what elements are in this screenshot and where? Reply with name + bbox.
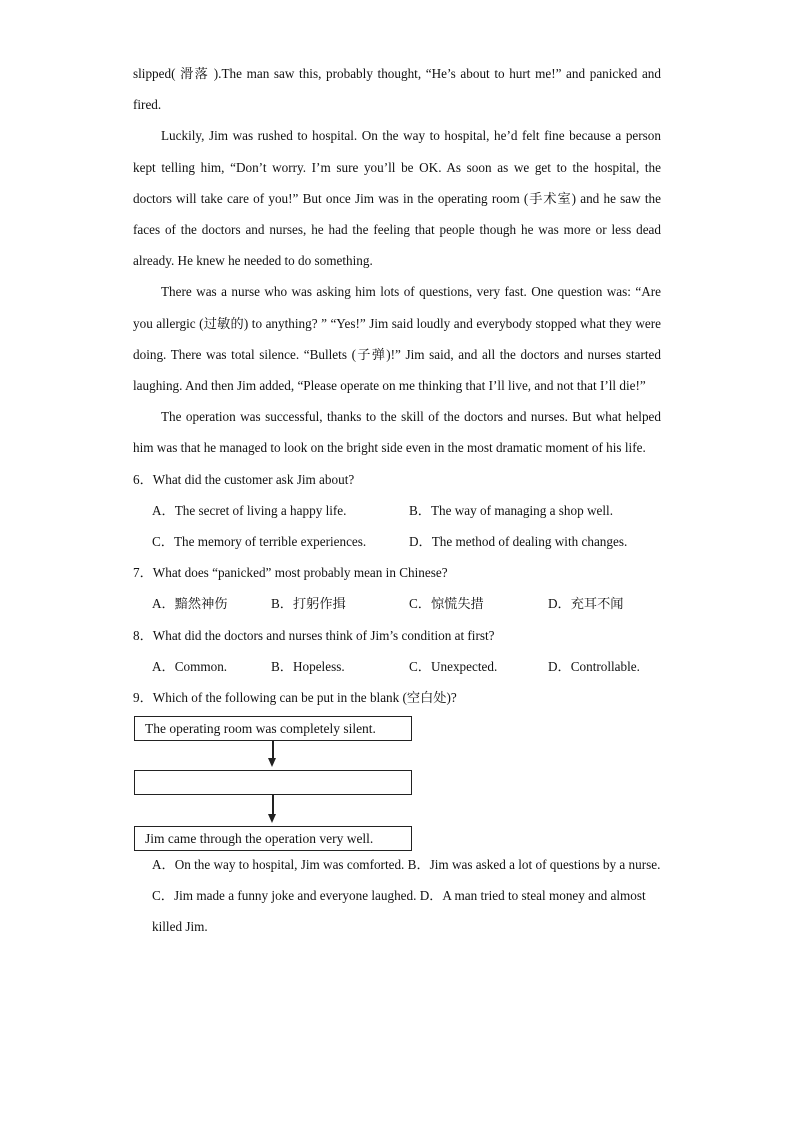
option-7-b[interactable]: B．打躬作揖 [271,596,346,612]
exam-page [133,58,661,942]
option-6-d[interactable]: D．The method of dealing with changes. [409,534,628,550]
passage-paragraph-4: The operation was successful, thanks to the skill of the doctors and nurses. But what helped him was that he managed to look on the bright side even in the most dramatic moment of his life. [133,409,661,456]
option-6-b[interactable]: B．The way of managing a shop well. [409,502,613,518]
question-6-options-row-2 [133,526,661,557]
question-8-stem: 8．What did the doctors and nurses think of Jim’s condition at first? [133,627,495,643]
option-8-d[interactable]: D．Controllable. [548,658,640,674]
option-8-b[interactable]: B．Hopeless. [271,658,345,674]
option-8-c[interactable]: C．Unexpected. [409,658,498,674]
question-9-stem: 9．Which of the following can be put in the blank (空白处)? [133,690,457,705]
option-7-a[interactable]: A．黯然神伤 [152,596,228,612]
question-9-options-ab[interactable]: A．On the way to hospital, Jim was comforted. B．Jim was asked a lot of questions by a nurse. [152,857,661,873]
question-8-options [133,651,661,682]
passage-paragraph-2: Luckily, Jim was rushed to hospital. On the way to hospital, he’d felt fine because a person kept telling him, “Don’t worry. I’m sure you’ll be OK. As soon as we get to the hospital, the doctors will take care of you!” But once Jim was in the operating room (手术室) and he saw the faces of the doctors and nurses, he had the feeling that people though he was more or less dead already. He knew he needed to do something. [133,128,661,269]
option-6-a[interactable]: A．The secret of living a happy life. [152,502,347,518]
question-6-options-row-1 [133,495,661,526]
question-6-stem: 6．What did the customer ask Jim about? [133,471,355,487]
flow-diagram [133,716,661,851]
option-8-a[interactable]: A．Common. [152,658,228,674]
question-7-stem: 7．What does “panicked” most probably mean in Chinese? [133,565,448,581]
option-6-c[interactable]: C．The memory of terrible experiences. [152,534,367,550]
flow-box-blank [134,770,412,795]
flow-box-top: The operating room was completely silent. [134,716,412,741]
passage-paragraph-3: There was a nurse who was asking him lots of questions, very fast. One question was: “Are you allergic (过敏的) to anything? ” “Yes!” Jim said loudly and everybody stopped what they were doing. There was total silence. “Bullets (子弹)!” Jim said, and all the doctors and nurses started laughing. And then Jim added, “Please operate on me thinking that I’ll live, and not that I’ll die!” [133,284,661,394]
passage-paragraph-1: slipped( 滑落 ).The man saw this, probably thought, “He’s about to hurt me!” and panicked and fired. [133,66,661,113]
flow-box-bottom: Jim came through the operation very well. [134,826,412,851]
question-9-options-cd[interactable]: C．Jim made a funny joke and everyone laughed. D．A man tried to steal money and almost killed Jim. [152,888,646,935]
option-7-c[interactable]: C．惊慌失措 [409,596,484,612]
option-7-d[interactable]: D．充耳不闻 [548,596,624,612]
question-7-options [133,588,661,619]
